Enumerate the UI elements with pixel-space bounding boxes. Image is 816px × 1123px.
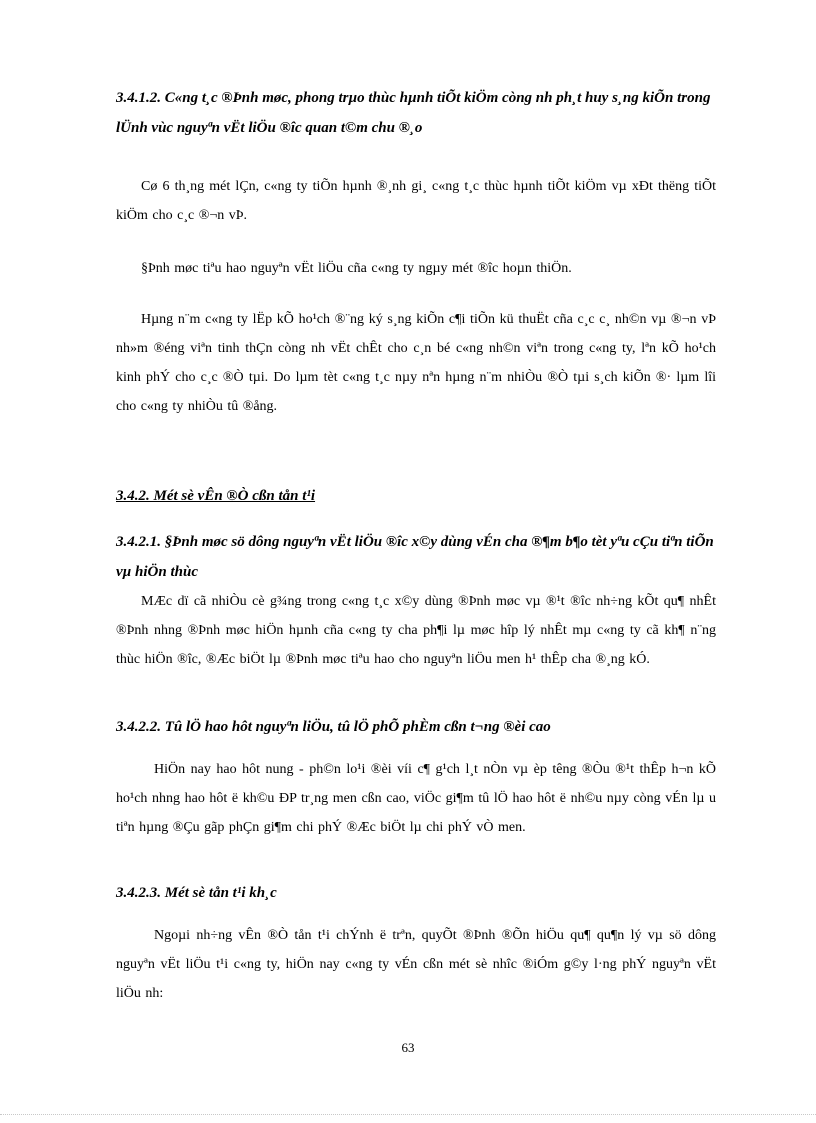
paragraph-loss-rate: HiÖn nay hao hôt nung - ph©n lo¹i ®èi víi c¶ g¹ch l¸t nÒn vµ èp têng ®Òu ®¹t thÊp h¬n kÕ ho¹ch nhng hao hôt ë kh©u ÐP tr¸ng men cßn cao, viÖc gi¶m tû lÖ hao hôt ë nh©u nµy còng vÉn lµ u tiªn hµng ®Çu gãp phÇn gi¶m chi phÝ ®Æc biÖt lµ chi phÝ vÒ men. <box>116 762 716 835</box>
heading-3-4-2: 3.4.2. Mét sè vÊn ®Ò cßn tån t¹i <box>116 488 316 504</box>
paragraph-other-issues: Ngoµi nh÷ng vÊn ®Ò tån t¹i chÝnh ë trªn, quyÕt ®Þnh ®Õn hiÖu qu¶ qu¶n lý vµ sö dông nguyªn vËt liÖu t¹i c«ng ty, hiÖn nay c«ng ty vÉn cßn mét sè nhîc ®iÓm g©y l·ng phÝ nguyªn vËt liÖu nh: <box>116 928 716 1001</box>
paragraph-innovation-plan: Hµng n¨m c«ng ty lËp kÕ ho¹ch ®¨ng ký s¸ng kiÕn c¶i tiÕn kü thuËt cña c¸c c¸ nh©n vµ ®¬n vÞ nh»m ®éng viªn tinh thÇn còng nh vËt chÊt cho c¸n bé c«ng nh©n viªn trong c«ng ty, lªn kÕ ho¹ch kinh phÝ cho c¸c ®Ò tµi. Do lµm tèt c«ng t¸c nµy nªn hµng n¨m nhiÒu ®Ò tµi s¸ch kiÕn ®· lµm lîi cho c«ng ty nhiÒu tû ®ång. <box>116 312 716 414</box>
paragraph-evaluation-semiannual: Cø 6 th¸ng mét lÇn, c«ng ty tiÕn hµnh ®¸nh gi¸ c«ng t¸c thùc hµnh tiÕt kiÖm vµ xÐt thëng tiÕt kiÖm cho c¸c ®¬n vÞ. <box>116 179 716 223</box>
heading-3-4-2-2: 3.4.2.2. Tû lÖ hao hôt nguyªn liÖu, tû lÖ phÕ phÈm cßn t¬ng ®èi cao <box>116 719 551 735</box>
heading-3-4-1-2: 3.4.1.2. C«ng t¸c ®Þnh møc, phong trµo thùc hµnh tiÕt kiÖm còng nh ph¸t huy s¸ng kiÕn trong lÜnh vùc nguyªn vËt liÖu ®îc quan t©m chu ®¸o <box>116 90 711 136</box>
heading-3-4-2-1: 3.4.2.1. §Þnh møc sö dông nguyªn vËt liÖu ®îc x©y dùng vÉn cha ®¶m b¶o tèt yªu cÇu tiªn tiÕn vµ hiÖn thùc <box>116 534 714 580</box>
heading-3-4-2-3: 3.4.2.3. Mét sè tån t¹i kh¸c <box>116 885 277 901</box>
paragraph-norm-construction: MÆc dï cã nhiÒu cè g¾ng trong c«ng t¸c x©y dùng ®Þnh møc vµ ®¹t ®îc nh÷ng kÕt qu¶ nhÊt ®Þnh nhng ®Þnh møc hiÖn hµnh cña c«ng ty cha ph¶i lµ møc hîp lý nhÊt mµ c«ng ty cã kh¶ n¨ng thùc hiÖn ®îc, ®Æc biÖt lµ ®Þnh møc tiªu hao cho nguyªn liÖu men h¹ thÊp cha ®¸ng kÓ. <box>116 594 716 667</box>
paragraph-consumption-norm: §Þnh møc tiªu hao nguyªn vËt liÖu cña c«ng ty ngµy mét ®îc hoµn thiÖn. <box>141 261 572 276</box>
footer-divider <box>0 1114 816 1115</box>
page-number: 63 <box>401 1040 415 1055</box>
